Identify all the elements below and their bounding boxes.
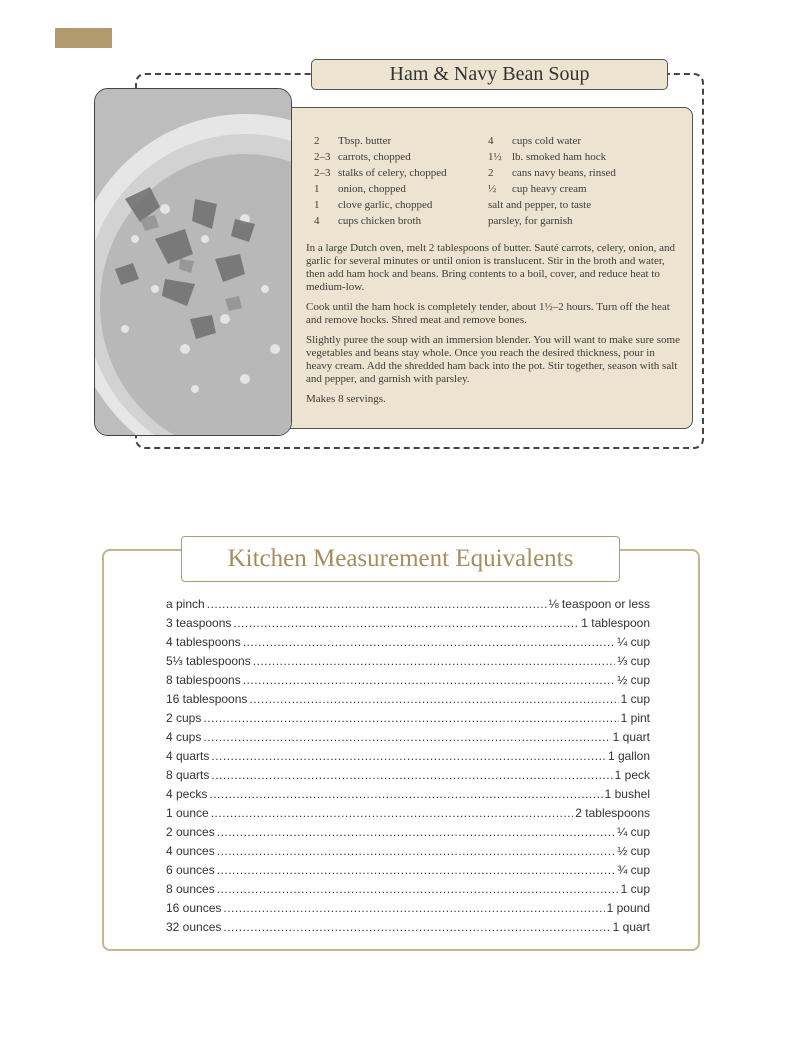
measurement-amount: 16 ounces — [166, 901, 222, 915]
measurement-amount: 3 teaspoons — [166, 616, 232, 630]
measurement-row — [166, 785, 650, 804]
ingredient-row — [314, 197, 486, 213]
measurement-amount: 8 ounces — [166, 882, 215, 896]
measurement-amount: 16 tablespoons — [166, 692, 248, 706]
direction-paragraph: Cook until the ham hock is completely tender, about 1½–2 hours. Turn off the heat and remove hocks. Shred meat and remove bones. — [306, 301, 670, 326]
measurement-amount: 4 cups — [166, 730, 202, 744]
measurement-row — [166, 766, 650, 785]
ingredient-row — [488, 165, 688, 181]
ingredient-qty: 4 — [488, 135, 494, 147]
measurement-equivalent: ½ cup — [617, 673, 650, 687]
measurement-equivalent: 1 quart — [612, 730, 650, 744]
ingredient-qty: 2–3 — [314, 151, 331, 163]
ingredient-qty: 2–3 — [314, 167, 331, 179]
measurement-row — [166, 595, 650, 614]
measurement-amount: 32 ounces — [166, 920, 222, 934]
measurement-equivalent: ⅛ teaspoon or less — [548, 597, 650, 611]
ingredient-qty: 2 — [488, 167, 494, 179]
ingredient-item: cup heavy cream — [512, 183, 587, 195]
dot-leader — [223, 918, 610, 937]
measurement-equivalent: ½ cup — [617, 844, 650, 858]
measurement-row — [166, 690, 650, 709]
ingredient-qty: ½ — [488, 183, 497, 195]
measurement-equivalent: ¾ cup — [617, 863, 650, 877]
ingredient-item: clove garlic, chopped — [338, 199, 433, 211]
direction-paragraph: In a large Dutch oven, melt 2 tablespoons of butter. Sauté carrots, celery, onion, and garlic for several minutes or until onion is translucent. Stir in the broth and water, then add ham hock and beans. Bring contents to a boil, cover, and reduce heat to medium-low. — [306, 242, 676, 293]
ingredient-item: parsley, for garnish — [488, 215, 573, 227]
ingredient-qty: 1½ — [488, 151, 502, 163]
measurement-equivalent: 2 tablespoons — [575, 806, 650, 820]
measurement-row — [166, 709, 650, 728]
dot-leader — [243, 671, 616, 690]
measurement-equivalent: 1 peck — [614, 768, 650, 782]
ingredients-column-left — [314, 133, 486, 229]
dot-leader — [217, 823, 616, 842]
measurement-row — [166, 747, 650, 766]
ingredient-row — [314, 165, 486, 181]
measurement-amount: 5⅓ tablespoons — [166, 654, 251, 668]
measurement-equivalent: 1 quart — [612, 920, 650, 934]
measurement-equivalent: 1 gallon — [607, 749, 650, 763]
dot-leader — [223, 899, 604, 918]
ingredient-item: Tbsp. butter — [338, 135, 392, 147]
ingredient-row — [314, 133, 486, 149]
dot-leader — [233, 614, 579, 633]
ingredient-qty: 1 — [314, 183, 320, 195]
ingredient-item: stalks of celery, chopped — [338, 167, 447, 179]
ingredient-item: cans navy beans, rinsed — [512, 167, 616, 179]
ingredient-row — [488, 197, 688, 213]
recipe-directions — [306, 242, 682, 413]
measurement-row — [166, 652, 650, 671]
measurement-row — [166, 899, 650, 918]
measurement-amount: 4 tablespoons — [166, 635, 241, 649]
measurement-row — [166, 804, 650, 823]
dot-leader — [243, 633, 616, 652]
page-tab-marker — [55, 28, 112, 48]
ingredient-row — [488, 149, 688, 165]
measurement-equivalent: 1 tablespoon — [581, 616, 650, 630]
dot-leader — [217, 861, 616, 880]
measurement-row — [166, 823, 650, 842]
measurement-equivalent: 1 cup — [620, 882, 650, 896]
ingredient-row — [314, 181, 486, 197]
ingredient-item: salt and pepper, to taste — [488, 199, 592, 211]
soup-photo — [94, 88, 292, 436]
measurement-equivalent: ⅓ cup — [617, 654, 650, 668]
measurement-amount: 6 ounces — [166, 863, 215, 877]
measurement-amount: 4 quarts — [166, 749, 210, 763]
ingredient-qty: 1 — [314, 199, 320, 211]
dot-leader — [249, 690, 618, 709]
measurement-row — [166, 880, 650, 899]
measurement-amount: 8 quarts — [166, 768, 210, 782]
ingredients-column-right — [488, 133, 688, 229]
recipe-title: Ham & Navy Bean Soup — [311, 59, 668, 90]
measurement-equivalent: 1 cup — [620, 692, 650, 706]
ingredient-item: cups cold water — [512, 135, 582, 147]
dot-leader — [203, 709, 618, 728]
ingredient-item: onion, chopped — [338, 183, 406, 195]
ingredient-row — [488, 181, 688, 197]
measurement-row — [166, 728, 650, 747]
measurement-amount: a pinch — [166, 597, 205, 611]
servings-note: Makes 8 servings. — [306, 393, 386, 405]
ingredient-row — [314, 149, 486, 165]
measurement-amount: 8 tablespoons — [166, 673, 241, 687]
ingredient-qty: 4 — [314, 215, 320, 227]
measurements-title: Kitchen Measurement Equivalents — [181, 536, 620, 582]
measurement-row — [166, 614, 650, 633]
dot-leader — [217, 842, 616, 861]
measurement-row — [166, 842, 650, 861]
measurement-equivalent: ¼ cup — [617, 635, 650, 649]
dot-leader — [211, 766, 612, 785]
dot-leader — [211, 804, 574, 823]
measurement-equivalent: 1 bushel — [604, 787, 650, 801]
measurement-amount: 2 cups — [166, 711, 202, 725]
measurement-amount: 4 pecks — [166, 787, 208, 801]
measurement-row — [166, 918, 650, 937]
measurement-equivalent: ¼ cup — [617, 825, 650, 839]
measurement-amount: 4 ounces — [166, 844, 215, 858]
measurement-row — [166, 671, 650, 690]
direction-paragraph: Slightly puree the soup with an immersion blender. You will want to make sure some vegetables and beans stay whole. Once you reach the desired thickness, pour in heavy cream. Add the shredded ham back into the pot. Stir together, season with salt and pepper, and garnish with parsley. — [306, 334, 680, 385]
measurement-row — [166, 633, 650, 652]
ingredient-row — [488, 133, 688, 149]
dot-leader — [203, 728, 610, 747]
ingredient-row — [488, 213, 688, 229]
measurement-amount: 2 ounces — [166, 825, 215, 839]
ingredient-item: cups chicken broth — [338, 215, 422, 227]
dot-leader — [217, 880, 619, 899]
ingredient-qty: 2 — [314, 135, 320, 147]
measurement-row — [166, 861, 650, 880]
dot-leader — [253, 652, 616, 671]
dot-leader — [207, 595, 547, 614]
dot-leader — [209, 785, 602, 804]
dot-leader — [211, 747, 606, 766]
measurements-list — [166, 595, 650, 937]
measurement-equivalent: 1 pound — [606, 901, 650, 915]
ingredient-item: carrots, chopped — [338, 151, 411, 163]
measurement-equivalent: 1 pint — [620, 711, 650, 725]
soup-bowl-image — [95, 89, 292, 436]
ingredient-row — [314, 213, 486, 229]
measurement-amount: 1 ounce — [166, 806, 209, 820]
ingredient-item: lb. smoked ham hock — [512, 151, 607, 163]
